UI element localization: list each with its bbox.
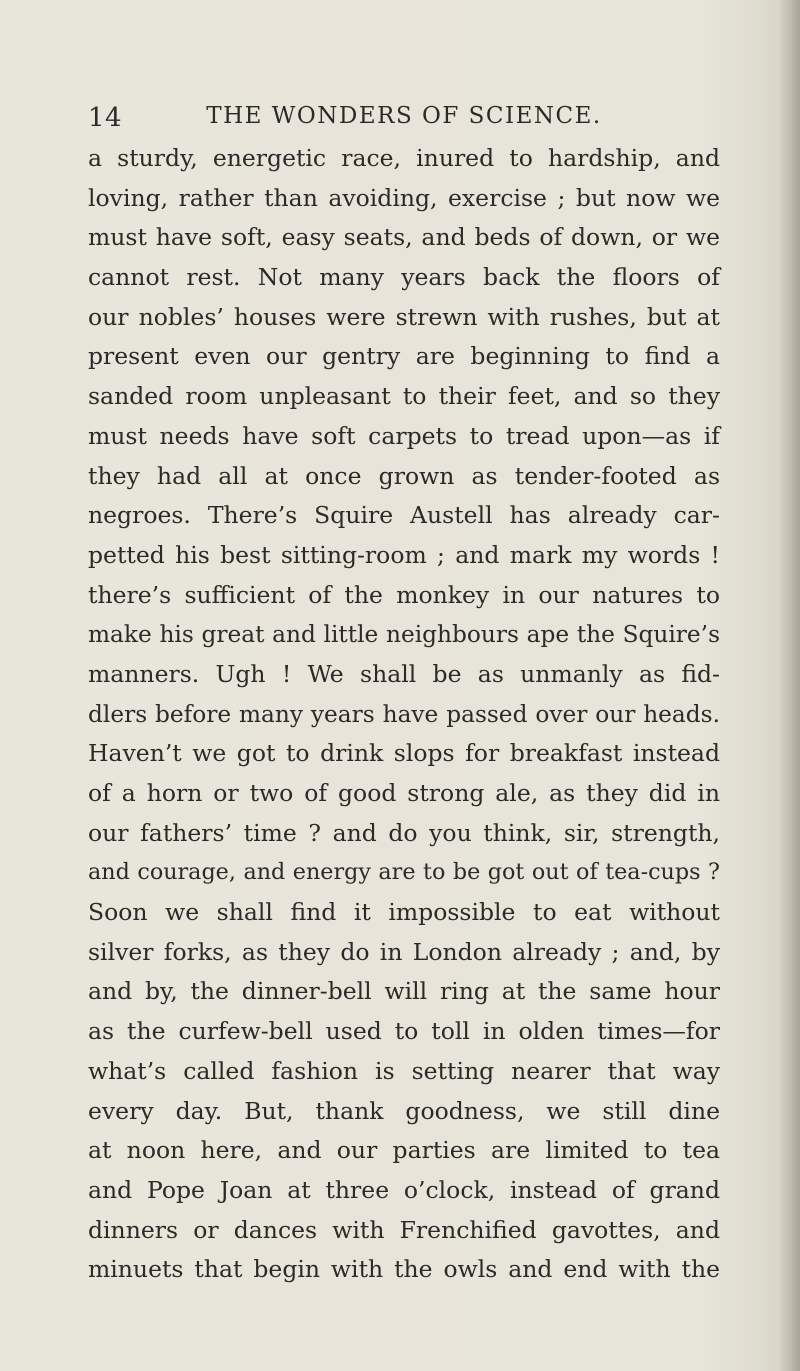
text-line: our fathers’ time ? and do you think, sir, strength, [88, 818, 720, 847]
text-line: there’s sufficient of the monkey in our natures to [88, 580, 720, 609]
body-text [88, 139, 720, 1290]
text-line: as the curfew-bell used to toll in olden times—for [88, 1017, 720, 1046]
page-number: 14 [88, 103, 123, 133]
text-line: manners. Ugh ! We shall be as unmanly as fid- [88, 659, 720, 688]
text-line: must have soft, easy seats, and beds of down, or we [88, 223, 720, 252]
page-edge-shadow [778, 0, 800, 1371]
text-line: sanded room unpleasant to their feet, and so they [88, 382, 720, 411]
text-line: petted his best sitting-room ; and mark my words ! [88, 540, 720, 569]
text-line: cannot rest. Not many years back the floors of [88, 263, 720, 292]
text-line: Haven’t we got to drink slops for breakfast instead [88, 739, 720, 768]
text-line: dlers before many years have passed over our heads. [88, 700, 720, 728]
running-title: THE WONDERS OF SCIENCE. [206, 103, 602, 129]
text-line: at noon here, and our parties are limited to tea [88, 1136, 720, 1165]
text-line: minuets that begin with the owls and end with the [88, 1255, 720, 1284]
text-line: dinners or dances with Frenchified gavottes, and [88, 1215, 720, 1244]
text-line: loving, rather than avoiding, exercise ; but now we [88, 183, 720, 212]
text-line: and by, the dinner-bell will ring at the same hour [88, 977, 720, 1006]
text-line: and courage, and energy are to be got out of tea-cups ? [88, 859, 720, 886]
text-line: every day. But, thank goodness, we still dine [88, 1096, 720, 1125]
text-line: what’s called fashion is setting nearer that way [88, 1056, 720, 1085]
text-line: silver forks, as they do in London already ; and, by [88, 937, 720, 966]
text-line: must needs have soft carpets to tread upon—as if [88, 421, 720, 450]
text-line: negroes. There’s Squire Austell has already car- [88, 501, 720, 530]
text-line: present even our gentry are beginning to find a [88, 342, 720, 371]
text-line: Soon we shall find it impossible to eat without [88, 898, 720, 927]
text-line: and Pope Joan at three o’clock, instead of grand [88, 1175, 720, 1204]
text-line: make his great and little neighbours ape the Squire’s [88, 621, 720, 649]
text-line: our nobles’ houses were strewn with rushes, but at [88, 302, 720, 331]
text-line: they had all at once grown as tender-footed as [88, 461, 720, 490]
text-line: a sturdy, energetic race, inured to hardship, and [88, 144, 720, 172]
page-header [88, 103, 720, 143]
text-line: of a horn or two of good strong ale, as they did in [88, 779, 720, 807]
